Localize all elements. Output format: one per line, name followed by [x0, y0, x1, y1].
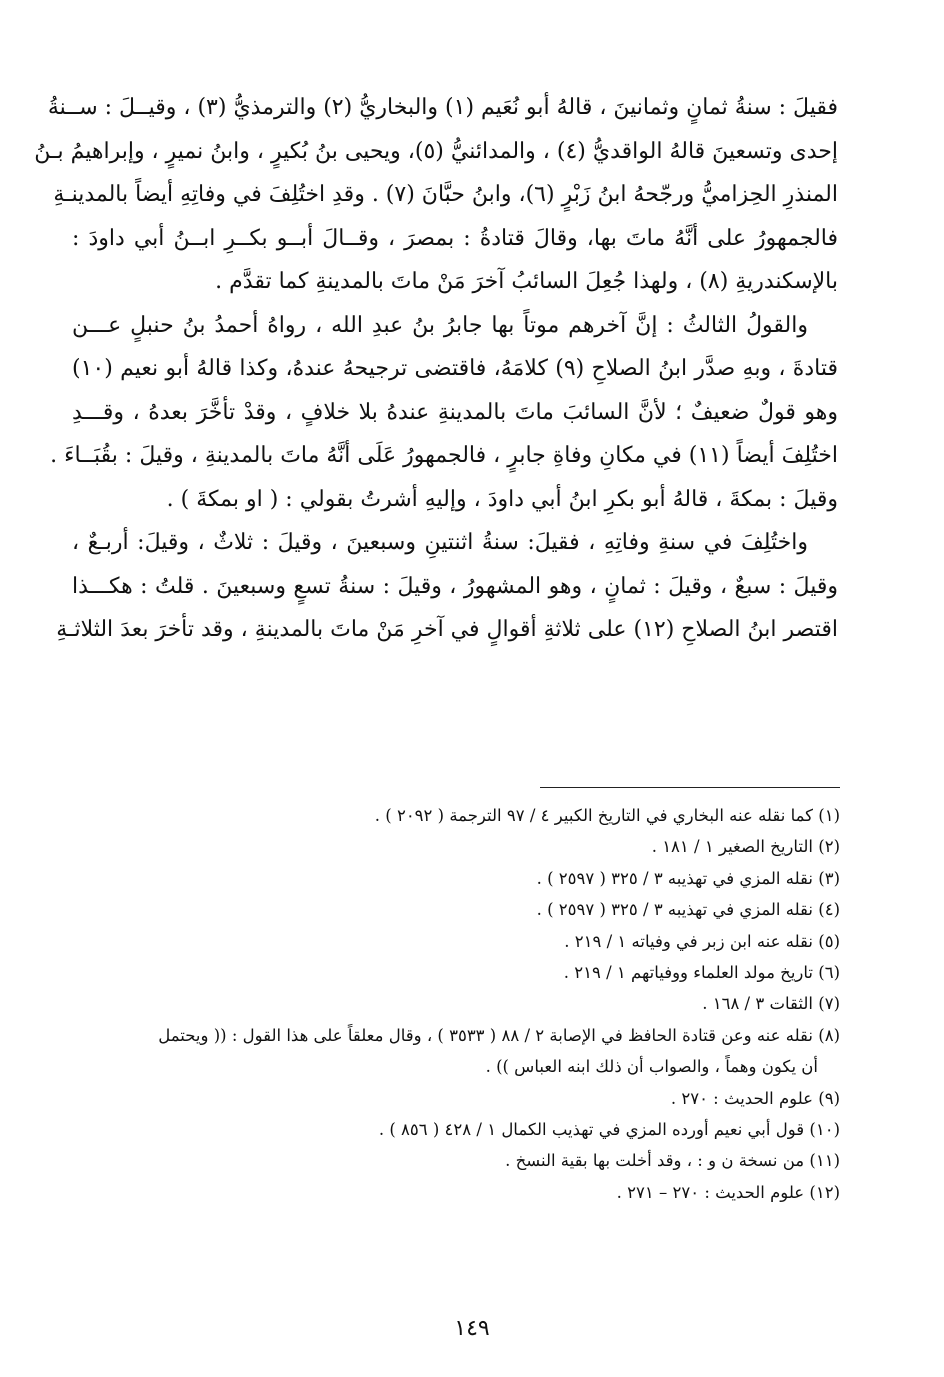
- text-line: وقيلَ : سبعٌ ، وقيلَ : ثمانٍ ، وهو المشهورُ ، وقيلَ : سنةُ تسعٍ وسبعينَ . قلتُ : هكـــذا: [72, 573, 838, 599]
- footnote: (٥) نقله عنه ابن زبر في وفياته ١ / ٢١٩ .: [564, 931, 840, 951]
- footnote: (٩) علوم الحديث : ٢٧٠ .: [670, 1088, 840, 1108]
- footnote: (٤) نقله المزي في تهذيبه ٣ / ٣٢٥ ( ٢٥٩٧ ) .: [536, 900, 840, 920]
- footnote: (١) كما نقله عنه البخاري في التاريخ الكبير ٤ / ٩٧ الترجمة ( ٢٠٩٢ ) .: [374, 806, 840, 825]
- footnote: (١٠) قول أبي نعيم أورده المزي في تهذيب الكمال ١ / ٤٢٨ ( ٨٥٦ ) .: [378, 1119, 840, 1139]
- footnote: (٦) تاريخ مولد العلماء ووفياتهم ١ / ٢١٩ .: [563, 962, 840, 982]
- footnote-continuation: أن يكون وهماً ، والصواب أن ذلك ابنه العباس )) .: [485, 1057, 818, 1077]
- footnote: (٣) نقله المزي في تهذيبه ٣ / ٣٢٥ ( ٢٥٩٧ ) .: [536, 868, 840, 888]
- text-line: وقيلَ : بمكةَ ، قالهُ أبو بكرِ ابنُ أبي داودَ ، وإليهِ أشرتُ بقولي : ( او بمكةَ ) .: [166, 486, 838, 512]
- text-line: اختُلِفَ أيضاً (١١) في مكانِ وفاةِ جابرٍ ، فالجمهورُ عَلَى أنَّهُ ماتَ بالمدينةِ ، وقيلَ : بقُبَــاءَ .: [50, 443, 838, 468]
- footnote: (٨) نقله عنه وعن قتادة الحافظ في الإصابة ٢ / ٨٨ ( ٣٥٣٣ ) ، وقال معلقاً على هذا القول : (( ويحتمل: [158, 1025, 840, 1045]
- text-line: وهو قولٌ ضعيفٌ ؛ لأنَّ السائبَ ماتَ بالمدينةِ عندهُ بلا خلافٍ ، وقدْ تأخَّرَ بعدهُ ، وقـــدِ: [72, 399, 838, 425]
- footnote-divider: [540, 787, 840, 788]
- footnote: (١١) من نسخة ن و : ، وقد أخلت بها بقية النسخ .: [505, 1151, 840, 1171]
- footnote: (٢) التاريخ الصغير ١ / ١٨١ .: [651, 837, 840, 857]
- text-line: إحدى وتسعينَ قالهُ الواقديُّ (٤) ، والمدائنيُّ (٥)، ويحيى بنُ بُكيرٍ ، وابنُ نميرٍ ، وإبراهيمُ بـنُ: [34, 138, 838, 164]
- text-line: فالجمهورُ على أنَّهُ ماتَ بها، وقالَ قتادةُ : بمصرَ ، وقــالَ أبــو بكــرِ ابــنُ أبي داودَ :: [72, 225, 838, 251]
- text-line: المنذرِ الحِزاميُّ ورجّحهُ ابنُ زَبْرٍ (٦)، وابنُ حبَّانَ (٧) . وقدِ اختُلِفَ في وفاتِهِ أيضاً بالمدينـةِ: [53, 182, 838, 207]
- text-line: واختُلِفَ في سنةِ وفاتِهِ ، فقيلَ: سنةُ اثنتينِ وسبعينَ ، وقيلَ : ثلاثٌ ، وقيلَ: أربـعٌ ،: [72, 530, 808, 555]
- text-line: قتادةَ ، وبهِ صدَّر ابنُ الصلاحِ (٩) كلامَهُ، فاقتضى ترجيحهُ عندهُ، وكذا قالهُ أبو نعيم (١٠): [72, 356, 838, 381]
- text-line: والقولُ الثالثُ : إنَّ آخرهم موتاً بها جابرُ بنُ عبدِ الله ، رواهُ أحمدُ بنُ حنبلٍ عـــن: [72, 312, 808, 338]
- footnote: (١٢) علوم الحديث : ٢٧٠ – ٢٧١ .: [616, 1182, 840, 1202]
- page-number: ١٤٩: [454, 1316, 490, 1341]
- text-line: فقيلَ : سنةُ ثمانٍ وثمانينَ ، قالهُ أبو نُعَيم (١) والبخاريُّ (٢) والترمذيُّ (٣) ، وقيــلَ : ســنةُ: [47, 95, 838, 120]
- text-line: بالإسكندريةِ (٨) ، ولهذا جُعِلَ السائبُ آخرَ مَنْ ماتَ بالمدينةِ كما تقدَّم .: [215, 269, 838, 294]
- text-line: اقتصر ابنُ الصلاحِ (١٢) على ثلاثةِ أقوالٍ في آخرِ مَنْ ماتَ بالمدينةِ ، وقد تأخرَ بعدَ الثلاثـةِ: [56, 617, 838, 642]
- main-text: [34, 86, 838, 652]
- footnotes: [80, 800, 840, 1208]
- footnote: (٧) الثقات ٣ / ١٦٨ .: [702, 994, 840, 1014]
